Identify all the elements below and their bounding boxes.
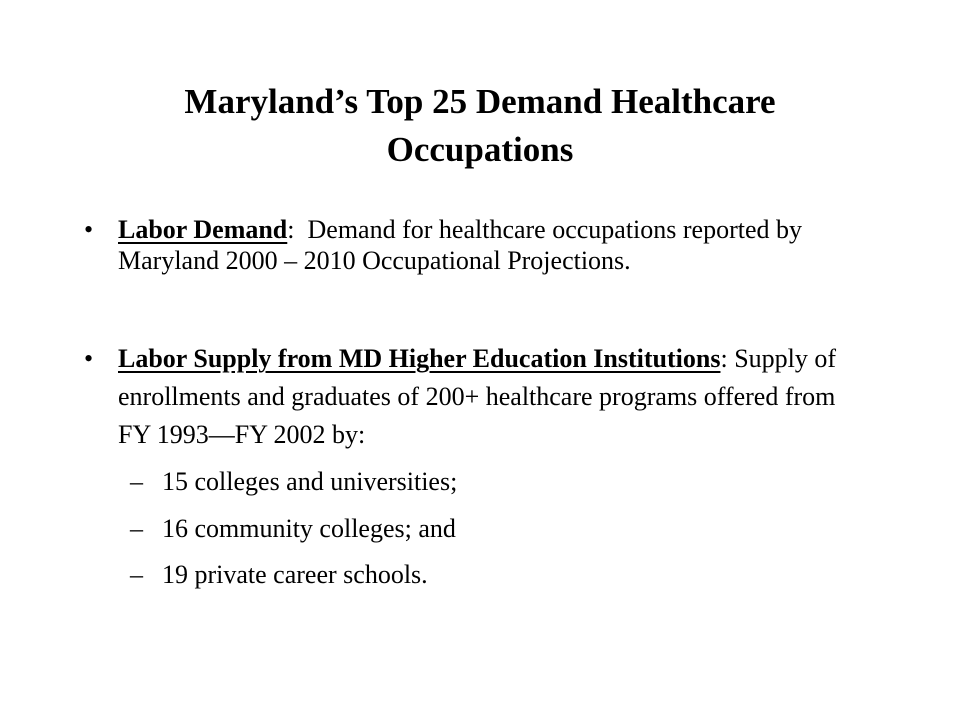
subitem-colleges	[130, 466, 457, 498]
bullet-labor-supply	[84, 340, 838, 454]
subitem-community-colleges	[130, 513, 456, 545]
bullet-separator: :	[287, 215, 308, 244]
bullet-marker: •	[84, 215, 94, 244]
bullet-lead-labor-demand: Labor Demand	[118, 215, 288, 244]
subitem-text: 19 private career schools.	[162, 560, 428, 589]
bullet-lead-labor-supply: Labor Supply from MD Higher Education Institutions	[118, 344, 721, 373]
bullet-text-labor-demand: Demand for healthcare occupations reported by Maryland 2000 – 2010 Occupational Projections.	[118, 215, 803, 275]
subitem-dash: –	[130, 560, 143, 589]
subitem-text: 15 colleges and universities;	[162, 467, 458, 496]
subitem-text: 16 community colleges; and	[162, 514, 456, 543]
bullet-labor-demand	[84, 214, 838, 276]
subitem-career-schools	[130, 559, 428, 591]
slide-title-line-2: Occupations	[386, 130, 574, 169]
bullet-text-labor-supply: Supply of enrollments and graduates of 200+ healthcare programs offered from FY 1993—FY 2002 by:	[118, 344, 837, 449]
bullet-separator: :	[720, 344, 735, 373]
subitem-dash: –	[130, 467, 143, 496]
slide-title-line-1: Maryland’s Top 25 Demand Healthcare	[184, 82, 776, 121]
bullet-marker: •	[84, 344, 94, 373]
subitem-dash: –	[130, 514, 143, 543]
